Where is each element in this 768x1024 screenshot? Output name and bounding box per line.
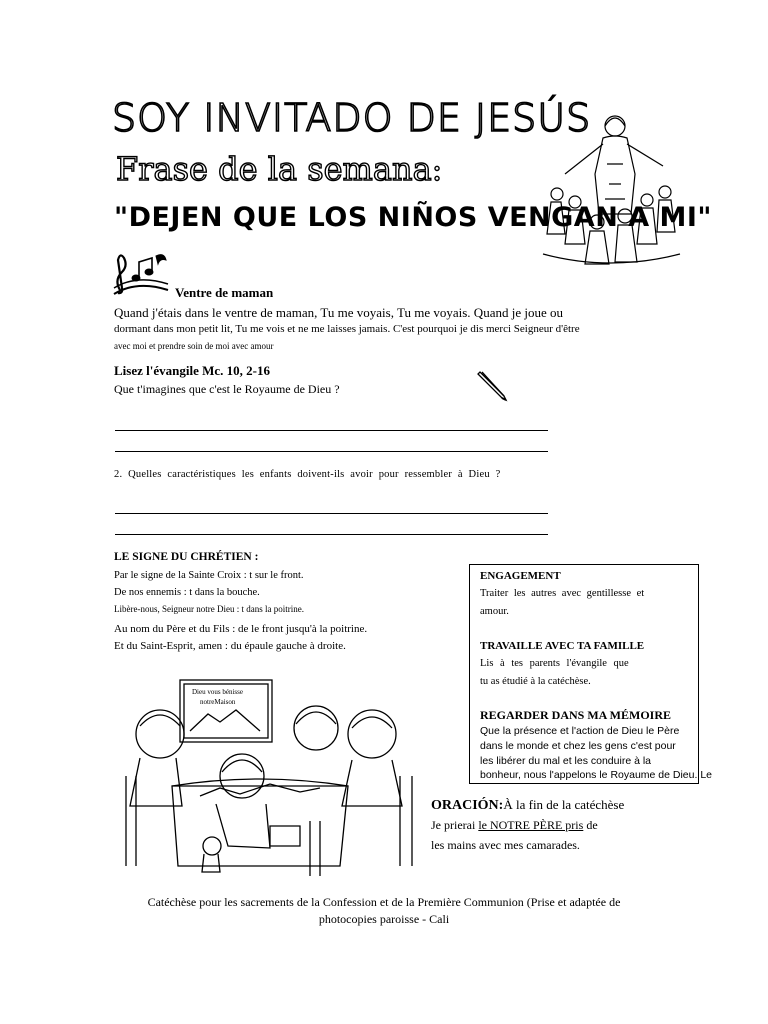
sign-of-cross-line: Et du Saint-Esprit, amen : du épaule gauche à droite. <box>114 640 346 652</box>
song-lyrics-line-3: avec moi et prendre soin de moi avec amour <box>114 341 274 351</box>
page-subtitle: Frase de la semana: <box>116 150 443 188</box>
sign-of-cross-title: LE SIGNE DU CHRÉTIEN : <box>114 551 259 563</box>
prayer-line-3: les mains avec mes camarades. <box>431 838 580 852</box>
weekly-quote: "DEJEN QUE LOS NIÑOS VENGAN A MI" <box>114 202 712 233</box>
answer-line[interactable] <box>115 430 548 431</box>
gospel-title: Lisez l'évangile Mc. 10, 2-16 <box>114 363 270 378</box>
music-notes-icon <box>112 250 170 296</box>
answer-line[interactable] <box>115 513 548 514</box>
footer-line-1: Catéchèse pour les sacrements de la Confession et de la Première Communion (Prise et adaptée de <box>147 895 621 909</box>
jesus-with-children-illustration <box>535 104 685 272</box>
family-text: Lis à tes parents l'évangile que <box>480 658 629 669</box>
engagement-text: Traiter les autres avec gentillesse et <box>480 588 645 599</box>
children-praying-at-table-illustration <box>120 676 420 886</box>
memory-text: Que la présence et l'action de Dieu le Père <box>480 725 680 737</box>
family-text: tu as étudié à la catéchèse. <box>480 676 591 687</box>
gospel-question-2: 2. Quelles caractéristiques les enfants doivent-ils avoir pour ressembler à Dieu ? <box>114 469 501 480</box>
footer-line-2: photocopies paroisse - Cali <box>318 912 450 926</box>
song-title: Ventre de maman <box>175 285 274 300</box>
prayer-line-2-b: le NOTRE PÈRE pris <box>478 818 584 832</box>
sign-of-cross-line: De nos ennemis : t dans la bouche. <box>114 587 260 598</box>
pencil-icon <box>474 368 510 404</box>
memory-text: dans le monde et chez les gens c'est pour <box>480 740 676 752</box>
prayer-heading <box>431 797 624 814</box>
memory-text: bonheur, nous l'appelons le Royaume de Dieu. Le <box>480 769 712 781</box>
prayer-line-1: À la fin de la catéchèse <box>503 797 625 812</box>
memory-title: REGARDER DANS MA MÉMOIRE <box>480 708 672 722</box>
prayer-label: ORACIÓN: <box>431 798 504 813</box>
prayer-line-2 <box>431 818 598 833</box>
family-title: TRAVAILLE AVEC TA FAMILLE <box>480 640 645 652</box>
engagement-text: amour. <box>480 606 509 617</box>
page-title: SOY INVITADO DE JESÚS <box>112 96 592 140</box>
song-lyrics-line-1: Quand j'étais dans le ventre de maman, Tu me voyais, Tu me voyais. Quand je joue ou <box>114 305 563 320</box>
sign-of-cross-line: Par le signe de la Sainte Croix : t sur le front. <box>114 570 304 581</box>
sign-text-2: notreMaison <box>200 698 236 706</box>
prayer-line-2-a: Je prierai <box>431 818 479 832</box>
gospel-question-1: Que t'imagines que c'est le Royaume de Dieu ? <box>114 382 340 396</box>
song-lyrics-line-2: dormant dans mon petit lit, Tu me vois et ne me laisses jamais. C'est pourquoi je dis merci Seigneur d'être <box>114 323 580 335</box>
sign-of-cross-line: Libère-nous, Seigneur notre Dieu : t dans la poitrine. <box>114 604 304 614</box>
engagement-box <box>469 564 712 784</box>
sign-of-cross-line: Au nom du Père et du Fils : de le front jusqu'à la poitrine. <box>114 623 368 635</box>
memory-text: les libérer du mal et les conduire à la <box>480 755 652 767</box>
engagement-title: ENGAGEMENT <box>480 570 561 582</box>
sign-text-1: Dieu vous bénisse <box>192 688 243 696</box>
answer-line[interactable] <box>115 534 548 535</box>
answer-line[interactable] <box>115 451 548 452</box>
prayer-line-2-c: de <box>583 818 598 832</box>
